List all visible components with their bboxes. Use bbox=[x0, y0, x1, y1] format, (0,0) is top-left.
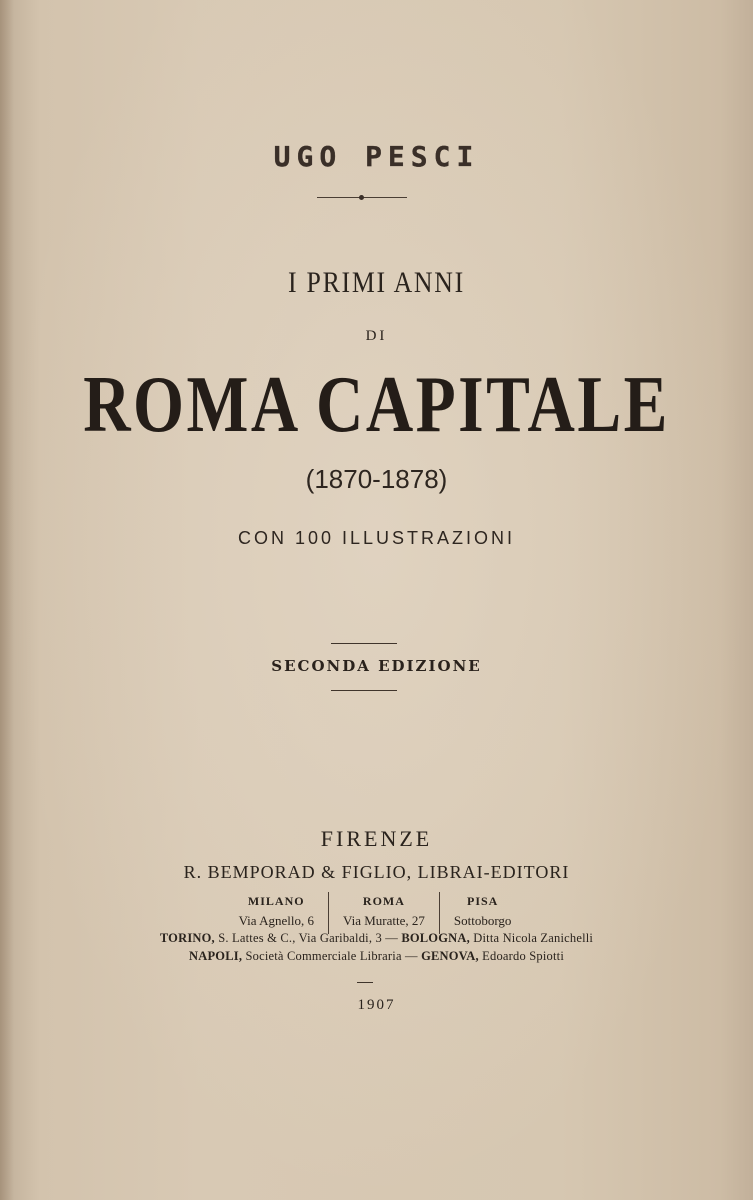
branch-milano bbox=[225, 892, 328, 934]
publication-city: FIRENZE bbox=[320, 826, 433, 851]
publisher-branches bbox=[180, 892, 570, 934]
edition-rule-top bbox=[331, 643, 397, 644]
year-divider bbox=[357, 982, 373, 983]
agent-text: S. Lattes & C., Via Garibaldi, 3 — bbox=[218, 931, 398, 945]
branch-pisa bbox=[439, 892, 526, 934]
branch-address: Sottoborgo bbox=[453, 913, 512, 928]
publication-year: 1907 bbox=[357, 997, 396, 1013]
divider-dot-icon bbox=[359, 195, 364, 200]
branch-name: MILANO bbox=[247, 894, 305, 908]
agent-city: TORINO, bbox=[159, 931, 215, 945]
title-years: (1870-1878) bbox=[305, 464, 448, 494]
branch-address: Via Muratte, 27 bbox=[342, 913, 425, 928]
agent-city: BOLOGNA, bbox=[401, 931, 470, 945]
agents-line-2 bbox=[0, 949, 753, 964]
title-connector: DI bbox=[365, 328, 388, 344]
edition-label: SECONDA EDIZIONE bbox=[271, 657, 482, 675]
publisher-name: R. BEMPORAD & FIGLIO, LIBRAI-EDITORI bbox=[183, 862, 570, 882]
edition-rule-bottom bbox=[331, 690, 397, 691]
title-line-1: I PRIMI ANNI bbox=[288, 266, 465, 299]
agent-text: Società Commerciale Libraria — bbox=[245, 949, 418, 963]
agent-city: NAPOLI, bbox=[189, 949, 243, 963]
agent-city: GENOVA, bbox=[421, 949, 479, 963]
page-edge-shadow bbox=[0, 0, 14, 1200]
agent-text: Edoardo Spiotti bbox=[482, 949, 564, 963]
branch-roma bbox=[328, 892, 439, 934]
agent-text: Ditta Nicola Zanichelli bbox=[473, 931, 594, 945]
illustrations-note: CON 100 ILLUSTRAZIONI bbox=[237, 528, 516, 548]
main-title: ROMA CAPITALE bbox=[83, 361, 670, 449]
branch-name: PISA bbox=[466, 894, 499, 908]
branch-address: Via Agnello, 6 bbox=[238, 913, 314, 928]
author-name: UGO PESCI bbox=[273, 140, 480, 173]
branch-name: ROMA bbox=[362, 894, 405, 908]
agents-line-1 bbox=[0, 931, 753, 946]
